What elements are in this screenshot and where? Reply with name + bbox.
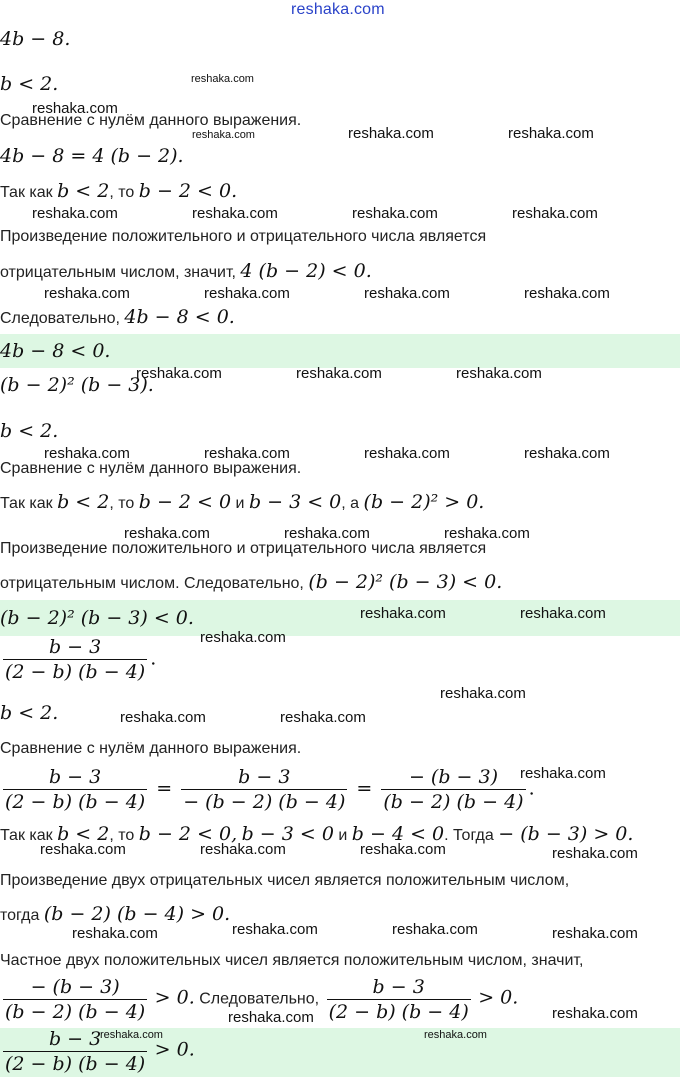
- fraction-denominator: (2 − b) (b − 4): [328, 1001, 469, 1023]
- conclusion-math: 4b − 8 < 0.: [124, 306, 235, 328]
- since-result-c: b − 4 < 0: [351, 823, 445, 845]
- since-mid: , то: [109, 827, 135, 844]
- fraction-denominator: (2 − b) (b − 4): [5, 1053, 146, 1075]
- product-math: (b − 2)² (b − 3) < 0.: [308, 571, 503, 593]
- since-result-c: (b − 2)² > 0.: [363, 491, 485, 513]
- fraction: [3, 976, 147, 1023]
- conclusion-1: [0, 306, 235, 328]
- watermark: reshaka.com: [32, 100, 118, 117]
- fraction: [3, 766, 147, 813]
- equality-chain-3: $\frac{b - 3}{(2 - b) (b - 4)}$ = $\frac{b - 3}{- (b - 2) (b - 4)}$ = $\frac{- (b - 3)}{(b - 2) (b - 4)}$ .: [5, 766, 535, 813]
- since-a: , а: [341, 495, 360, 512]
- watermark: reshaka.com: [512, 205, 598, 222]
- since-condition: b < 2: [57, 180, 110, 202]
- watermark: reshaka.com: [440, 685, 526, 702]
- watermark: reshaka.com: [280, 709, 366, 726]
- quotient-text: Следовательно,: [199, 990, 320, 1008]
- watermark: reshaka.com: [552, 1005, 638, 1022]
- since-prefix: Так как: [0, 827, 53, 844]
- fraction-numerator: − (b − 3): [3, 976, 147, 1000]
- watermark: reshaka.com: [200, 841, 286, 858]
- fraction: [3, 636, 147, 683]
- fraction: [327, 976, 471, 1023]
- watermark: reshaka.com: [520, 765, 606, 782]
- watermark: reshaka.com: [360, 841, 446, 858]
- conclusion-text: Следовательно,: [0, 310, 120, 327]
- fraction-numerator: − (b − 3): [381, 766, 525, 790]
- fraction-numerator: b − 3: [181, 766, 347, 790]
- watermark: reshaka.com: [392, 921, 478, 938]
- since-then: . Тогда: [444, 827, 494, 844]
- since-condition: b < 2: [57, 823, 110, 845]
- watermark: reshaka.com: [191, 73, 254, 85]
- since-mid: , то: [109, 184, 135, 201]
- watermark: reshaka.com: [192, 205, 278, 222]
- watermark: reshaka.com: [552, 925, 638, 942]
- watermark: reshaka.com: [192, 129, 255, 141]
- since-result-a: b − 2 < 0: [138, 823, 232, 845]
- watermark: reshaka.com: [40, 841, 126, 858]
- factorization-1: 4b − 8 = 4 (b − 2).: [0, 145, 184, 167]
- quotient-line-3a: Частное двух положительных чисел является положительным числом, значит,: [0, 952, 584, 969]
- watermark: reshaka.com: [524, 445, 610, 462]
- fraction-denominator: (2 − b) (b − 4): [5, 791, 146, 813]
- fraction-denominator: (2 − b) (b − 4): [5, 661, 146, 683]
- watermark: reshaka.com: [232, 921, 318, 938]
- fraction-numerator: b − 3: [3, 1028, 147, 1052]
- since-result-a: b − 2 < 0: [138, 491, 232, 513]
- product-text: тогда: [0, 907, 40, 924]
- answer-1: 4b − 8 < 0.: [0, 340, 111, 362]
- product-math: (b − 2) (b − 4) > 0.: [43, 903, 231, 925]
- fraction: [181, 766, 347, 813]
- watermark: reshaka.com: [72, 925, 158, 942]
- watermark: reshaka.com: [100, 1029, 163, 1041]
- since-prefix: Так как: [0, 184, 53, 201]
- watermark: reshaka.com: [124, 525, 210, 542]
- watermark: reshaka.com: [204, 285, 290, 302]
- watermark: reshaka.com: [284, 525, 370, 542]
- watermark: reshaka.com: [136, 365, 222, 382]
- watermark: reshaka.com: [508, 125, 594, 142]
- condition-1: b < 2.: [0, 73, 59, 95]
- watermark: reshaka.com: [456, 365, 542, 382]
- watermark: reshaka.com: [360, 605, 446, 622]
- condition-2: b < 2.: [0, 420, 59, 442]
- expression-2: (b − 2)² (b − 3).: [0, 374, 154, 396]
- since-line-1: [0, 180, 237, 202]
- product-line-1b: [0, 260, 372, 282]
- since-line-2: [0, 491, 484, 513]
- watermark: reshaka.com: [44, 285, 130, 302]
- watermark: reshaka.com: [524, 285, 610, 302]
- since-and: и: [235, 495, 245, 512]
- since-condition: b < 2: [57, 491, 110, 513]
- watermark: reshaka.com: [348, 125, 434, 142]
- watermark: reshaka.com: [444, 525, 530, 542]
- watermark: reshaka.com: [200, 629, 286, 646]
- compare-heading-3: Сравнение с нулём данного выражения.: [0, 740, 302, 757]
- expression-3: $\frac{b - 3}{(2 - b) (b - 4)}$ .: [5, 636, 157, 683]
- since-mid: , то: [109, 495, 135, 512]
- watermark: reshaka.com: [228, 1009, 314, 1026]
- answer-3: [0, 1028, 195, 1075]
- product-line-3b: [0, 903, 230, 925]
- fraction-numerator: b − 3: [3, 636, 147, 660]
- watermark: reshaka.com: [552, 845, 638, 862]
- answer-2: (b − 2)² (b − 3) < 0.: [0, 607, 194, 629]
- product-text: отрицательным числом. Следовательно,: [0, 575, 304, 592]
- watermark: reshaka.com: [204, 445, 290, 462]
- fraction-denominator: (b − 2) (b − 4): [5, 1001, 146, 1023]
- watermark: reshaka.com: [364, 445, 450, 462]
- since-prefix: Так как: [0, 495, 53, 512]
- watermark: reshaka.com: [32, 205, 118, 222]
- watermark: reshaka.com: [424, 1029, 487, 1041]
- compare-heading-1: Сравнение с нулём данного выражения.: [0, 112, 302, 129]
- product-line-1a: Произведение положительного и отрицательного числа является: [0, 228, 487, 245]
- fraction-numerator: b − 3: [3, 766, 147, 790]
- fraction-denominator: − (b − 2) (b − 4): [183, 791, 346, 813]
- fraction: [381, 766, 525, 813]
- answer-gt: > 0.: [154, 1038, 195, 1061]
- watermark: reshaka.com: [120, 709, 206, 726]
- product-line-2a: Произведение положительного и отрицательного числа является: [0, 540, 487, 557]
- expression-1: 4b − 8.: [0, 28, 71, 50]
- since-and: и: [338, 827, 348, 844]
- since-result: b − 2 < 0.: [138, 180, 238, 202]
- product-line-2b: [0, 571, 502, 593]
- watermark: reshaka.com: [520, 605, 606, 622]
- since-line-3: Так как b < 2, то b − 2 < 0, b − 3 < 0 и b − 4 < 0. Тогда − (b − 3) > 0.: [0, 823, 634, 845]
- watermark: reshaka.com: [352, 205, 438, 222]
- site-header[interactable]: reshaka.com: [291, 1, 385, 18]
- product-text: отрицательным числом, значит,: [0, 264, 236, 281]
- condition-3: b < 2.: [0, 702, 59, 724]
- since-result-b: b − 3 < 0: [248, 491, 342, 513]
- product-line-3a: Произведение двух отрицательных чисел является положительным числом,: [0, 872, 570, 889]
- fraction-numerator: b − 3: [327, 976, 471, 1000]
- product-math: 4 (b − 2) < 0.: [240, 260, 372, 282]
- since-result-d: − (b − 3) > 0.: [498, 823, 634, 845]
- fraction-denominator: (b − 2) (b − 4): [383, 791, 524, 813]
- watermark: reshaka.com: [44, 445, 130, 462]
- watermark: reshaka.com: [364, 285, 450, 302]
- compare-heading-2: Сравнение с нулём данного выражения.: [0, 460, 302, 477]
- watermark: reshaka.com: [296, 365, 382, 382]
- quotient-gt: > 0.: [478, 986, 519, 1009]
- quotient-gt: > 0.: [154, 986, 195, 1009]
- since-result-b: b − 3 < 0: [241, 823, 334, 845]
